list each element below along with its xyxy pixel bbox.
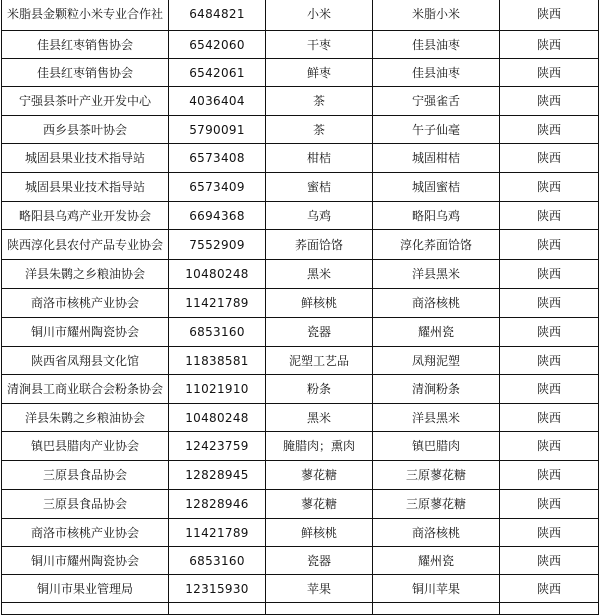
product-cell: 茶: [266, 87, 373, 116]
product-cell: 粉条: [266, 375, 373, 404]
table-row: [2, 59, 599, 87]
gi-name-cell: 洋县黑米: [373, 260, 500, 289]
applicant-cell: 三原县食品协会: [2, 461, 169, 490]
applicant-cell: 清涧县工商业联合会粉条协会: [2, 375, 169, 404]
registration-number-cell: 7552909: [169, 230, 266, 260]
table-row: [2, 31, 599, 59]
gi-name-cell: 商洛核桃: [373, 519, 500, 547]
registration-number-cell: 10480248: [169, 260, 266, 289]
registration-number-cell: 6573408: [169, 144, 266, 173]
table-row: [2, 490, 599, 519]
product-cell: 鲜枣: [266, 59, 373, 87]
province-cell: 陕西: [500, 375, 599, 404]
gi-name-cell: 三原蓼花糖: [373, 490, 500, 519]
table-row: [2, 547, 599, 575]
applicant-cell: 商洛市核桃产业协会: [2, 289, 169, 318]
province-cell: 陕西: [500, 318, 599, 347]
registration-number-cell: 10480248: [169, 404, 266, 432]
product-cell: 蓼花糖: [266, 461, 373, 490]
applicant-cell: 宁强县茶叶产业开发中心: [2, 87, 169, 116]
product-cell: 黑米: [266, 260, 373, 289]
table-row: [2, 173, 599, 202]
province-cell: 陕西: [500, 575, 599, 603]
product-cell: 泥塑工艺品: [266, 347, 373, 375]
product-cell: 荞面饸饹: [266, 230, 373, 260]
table-row: [2, 347, 599, 375]
province-cell: 陕西: [500, 547, 599, 575]
table-row: [2, 318, 599, 347]
registration-number-cell: 6853160: [169, 547, 266, 575]
applicant-cell: 城固县果业技术指导站: [2, 144, 169, 173]
registration-number-cell: 6484821: [169, 0, 266, 31]
table-row: [2, 0, 599, 31]
table-row: [2, 375, 599, 404]
product-cell: 蓼花糖: [266, 490, 373, 519]
product-cell: 鲜核桃: [266, 289, 373, 318]
applicant-cell: 略阳县乌鸡产业开发协会: [2, 202, 169, 230]
gi-name-cell: 镇巴腊肉: [373, 432, 500, 461]
gi-name-cell: 清涧粉条: [373, 375, 500, 404]
product-cell: 苹果: [266, 575, 373, 603]
registration-number-cell: 4036404: [169, 87, 266, 116]
gi-name-cell: 略阳乌鸡: [373, 202, 500, 230]
applicant-cell: 三原县食品协会: [2, 490, 169, 519]
table-row: [2, 432, 599, 461]
province-cell: 陕西: [500, 490, 599, 519]
gi-name-cell: 商洛核桃: [373, 289, 500, 318]
gi-name-cell: 淳化荞面饸饹: [373, 230, 500, 260]
registration-number-cell: 12828945: [169, 461, 266, 490]
registration-number-cell: 11021910: [169, 375, 266, 404]
table-row: [2, 144, 599, 173]
applicant-cell: 西乡县茶叶协会: [2, 116, 169, 144]
product-cell: 蜜桔: [266, 173, 373, 202]
product-cell: 瓷器: [266, 547, 373, 575]
province-cell: 陕西: [500, 31, 599, 59]
product-cell: 瓷器: [266, 318, 373, 347]
gi-name-cell: 米脂小米: [373, 0, 500, 31]
registration-number-cell: 6694368: [169, 202, 266, 230]
applicant-cell: 铜川市耀州陶瓷协会: [2, 547, 169, 575]
registration-number-cell: 12423759: [169, 432, 266, 461]
registration-number-cell: 6573409: [169, 173, 266, 202]
applicant-cell: 佳县红枣销售协会: [2, 31, 169, 59]
province-cell: 陕西: [500, 404, 599, 432]
province-cell: 陕西: [500, 59, 599, 87]
registration-number-cell: 5790091: [169, 116, 266, 144]
table-row: [2, 519, 599, 547]
table-row: [2, 230, 599, 260]
table-row: [2, 260, 599, 289]
province-cell: 陕西: [500, 432, 599, 461]
applicant-cell: 城固县果业技术指导站: [2, 173, 169, 202]
product-cell: 茶: [266, 116, 373, 144]
province-cell: 陕西: [500, 0, 599, 31]
province-cell: 陕西: [500, 230, 599, 260]
product-cell: 腌腊肉；熏肉: [266, 432, 373, 461]
applicant-cell: 商洛市核桃产业协会: [2, 519, 169, 547]
registration-number-cell: 11421789: [169, 289, 266, 318]
applicant-cell: 陕西淳化县农付产品专业协会: [2, 230, 169, 260]
gi-name-cell: 城固柑桔: [373, 144, 500, 173]
registration-number-cell: 12315930: [169, 575, 266, 603]
province-cell: 陕西: [500, 116, 599, 144]
product-cell: 干枣: [266, 31, 373, 59]
province-cell: 陕西: [500, 260, 599, 289]
table-row: [2, 116, 599, 144]
province-cell: 陕西: [500, 347, 599, 375]
gi-name-cell: 宁强雀舌: [373, 87, 500, 116]
province-cell: 陕西: [500, 519, 599, 547]
registration-number-cell: 6853160: [169, 318, 266, 347]
applicant-cell: 镇巴县腊肉产业协会: [2, 432, 169, 461]
registration-number-cell: 6542060: [169, 31, 266, 59]
applicant-cell: 铜川市耀州陶瓷协会: [2, 318, 169, 347]
applicant-cell: 陕西省凤翔县文化馆: [2, 347, 169, 375]
gi-name-cell: 铜川苹果: [373, 575, 500, 603]
table-row: [2, 404, 599, 432]
product-cell: 柑桔: [266, 144, 373, 173]
province-cell: 陕西: [500, 461, 599, 490]
table-row: [2, 461, 599, 490]
applicant-cell: 洋县朱鹮之乡粮油协会: [2, 260, 169, 289]
province-cell: 陕西: [500, 202, 599, 230]
province-cell: 陕西: [500, 173, 599, 202]
product-cell: 鲜核桃: [266, 519, 373, 547]
geographic-indication-table: [1, 0, 599, 615]
gi-name-cell: 午子仙毫: [373, 116, 500, 144]
registration-number-cell: 6542061: [169, 59, 266, 87]
applicant-cell: 洋县朱鹮之乡粮油协会: [2, 404, 169, 432]
gi-name-cell: 耀州瓷: [373, 318, 500, 347]
province-cell: 陕西: [500, 87, 599, 116]
gi-name-cell: 城固蜜桔: [373, 173, 500, 202]
applicant-cell: 米脂县金颗粒小米专业合作社: [2, 0, 169, 31]
registration-number-cell: 11421789: [169, 519, 266, 547]
applicant-cell: 铜川市果业管理局: [2, 575, 169, 603]
table-row: [2, 289, 599, 318]
registration-number-cell: 11838581: [169, 347, 266, 375]
gi-name-cell: 洋县黑米: [373, 404, 500, 432]
gi-name-cell: 耀州瓷: [373, 547, 500, 575]
applicant-cell: 佳县红枣销售协会: [2, 59, 169, 87]
product-cell: 小米: [266, 0, 373, 31]
table-row: [2, 575, 599, 603]
gi-name-cell: 佳县油枣: [373, 31, 500, 59]
table-row: [2, 202, 599, 230]
table-body: [2, 0, 599, 615]
gi-name-cell: 佳县油枣: [373, 59, 500, 87]
table-row: [2, 87, 599, 116]
product-cell: 黑米: [266, 404, 373, 432]
province-cell: 陕西: [500, 289, 599, 318]
gi-name-cell: 三原蓼花糖: [373, 461, 500, 490]
gi-name-cell: 凤翔泥塑: [373, 347, 500, 375]
province-cell: 陕西: [500, 144, 599, 173]
product-cell: 乌鸡: [266, 202, 373, 230]
registration-number-cell: 12828946: [169, 490, 266, 519]
